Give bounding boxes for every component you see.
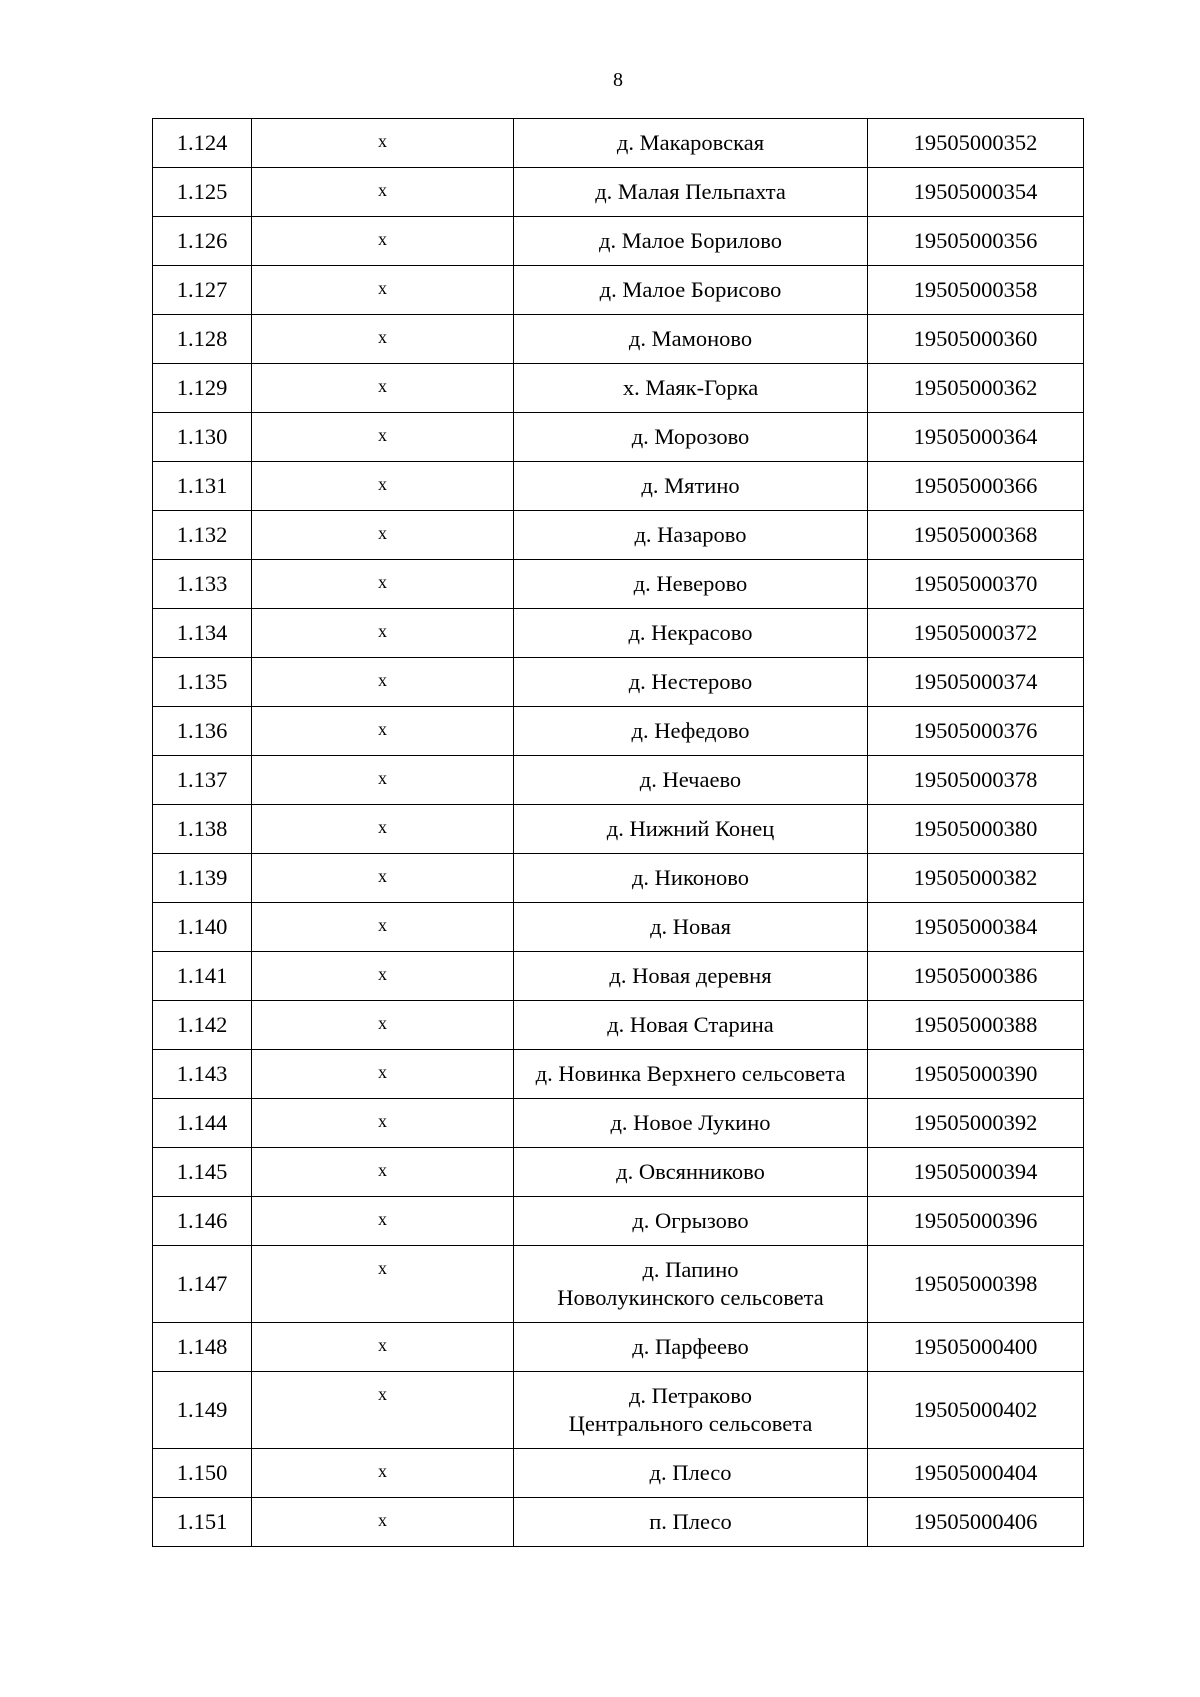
table-row [153,707,1084,756]
settlement-name-line: д. Малое Борисово [599,277,782,302]
settlement-name [514,1099,868,1148]
settlement-code: 19505000380 [868,805,1084,854]
settlement-name-line: д. Некрасово [628,620,753,645]
settlement-name-line: д. Назарово [634,522,747,547]
settlement-name-line: д. Малая Пельпахта [595,179,786,204]
settlement-code: 19505000392 [868,1099,1084,1148]
settlement-name-line: д. Огрызово [632,1208,749,1233]
settlement-name [514,805,868,854]
settlement-name-line: д. Нестерово [628,669,753,694]
table-row [153,609,1084,658]
row-mark: х [252,756,514,805]
settlement-code: 19505000382 [868,854,1084,903]
settlement-name [514,1197,868,1246]
table-row [153,1498,1084,1547]
settlement-code: 19505000404 [868,1449,1084,1498]
table-row [153,1001,1084,1050]
table-row [153,1148,1084,1197]
row-number: 1.144 [153,1099,252,1148]
row-number: 1.138 [153,805,252,854]
row-mark: х [252,1001,514,1050]
row-mark: х [252,1372,514,1449]
settlement-code: 19505000368 [868,511,1084,560]
table-row [153,413,1084,462]
settlement-name [514,1498,868,1547]
row-mark: х [252,707,514,756]
row-mark: х [252,1246,514,1323]
settlement-name-line: х. Маяк-Горка [622,375,759,400]
settlement-name [514,364,868,413]
settlement-code: 19505000398 [868,1246,1084,1323]
row-mark: х [252,1449,514,1498]
row-mark: х [252,805,514,854]
row-mark: х [252,952,514,1001]
settlement-code: 19505000402 [868,1372,1084,1449]
settlement-code: 19505000362 [868,364,1084,413]
table-row [153,560,1084,609]
row-number: 1.127 [153,266,252,315]
settlement-name [514,756,868,805]
table-row [153,511,1084,560]
settlement-name-line: д. Новая Старина [607,1012,774,1037]
settlement-name [514,707,868,756]
settlement-code: 19505000406 [868,1498,1084,1547]
settlement-name [514,952,868,1001]
table-row [153,1099,1084,1148]
row-number: 1.126 [153,217,252,266]
settlement-name [514,1372,868,1449]
table-row [153,364,1084,413]
settlement-name [514,1050,868,1099]
settlement-code: 19505000394 [868,1148,1084,1197]
row-number: 1.146 [153,1197,252,1246]
settlement-name-line: д. Плесо [649,1460,732,1485]
settlement-name [514,413,868,462]
settlement-name [514,266,868,315]
row-number: 1.150 [153,1449,252,1498]
table-row [153,1050,1084,1099]
settlement-name-line: д. Мятино [641,473,740,498]
table-row [153,119,1084,168]
settlement-code: 19505000384 [868,903,1084,952]
table-row [153,462,1084,511]
settlement-name [514,1246,868,1323]
table-row [153,805,1084,854]
row-number: 1.129 [153,364,252,413]
settlement-code: 19505000356 [868,217,1084,266]
table-row [153,658,1084,707]
table-row [153,217,1084,266]
settlement-name-line: д. Никоново [631,865,750,890]
row-number: 1.143 [153,1050,252,1099]
table-row [153,952,1084,1001]
settlement-name [514,854,868,903]
settlement-name-line: д. Новинка Верхнего сельсовета [535,1061,846,1086]
settlement-code: 19505000386 [868,952,1084,1001]
settlement-code: 19505000378 [868,756,1084,805]
row-number: 1.125 [153,168,252,217]
table-row [153,756,1084,805]
row-number: 1.142 [153,1001,252,1050]
settlement-code: 19505000358 [868,266,1084,315]
row-mark: х [252,168,514,217]
table-row [153,903,1084,952]
table-row [153,1372,1084,1449]
settlement-name-line: д. Папино [642,1257,739,1282]
settlement-name-line: д. Мамоново [628,326,753,351]
settlement-name-line: д. Макаровская [616,130,765,155]
settlement-name [514,462,868,511]
settlement-name-line: д. Новая деревня [609,963,772,988]
settlement-code: 19505000366 [868,462,1084,511]
row-mark: х [252,413,514,462]
settlement-code: 19505000400 [868,1323,1084,1372]
settlement-name-line: д. Неверово [633,571,748,596]
settlement-code: 19505000370 [868,560,1084,609]
settlement-table [152,118,1084,1547]
row-mark: х [252,364,514,413]
row-number: 1.141 [153,952,252,1001]
row-number: 1.136 [153,707,252,756]
table-row [153,1323,1084,1372]
table-row [153,1246,1084,1323]
settlement-name [514,168,868,217]
row-mark: х [252,1148,514,1197]
table-row [153,854,1084,903]
settlement-name-line: д. Овсянниково [616,1159,765,1184]
row-number: 1.128 [153,315,252,364]
row-number: 1.145 [153,1148,252,1197]
row-mark: х [252,266,514,315]
row-number: 1.137 [153,756,252,805]
table-row [153,1197,1084,1246]
table-row [153,266,1084,315]
row-number: 1.149 [153,1372,252,1449]
row-number: 1.139 [153,854,252,903]
settlement-name [514,658,868,707]
row-number: 1.135 [153,658,252,707]
settlement-code: 19505000360 [868,315,1084,364]
row-mark: х [252,854,514,903]
row-mark: х [252,511,514,560]
settlement-code: 19505000372 [868,609,1084,658]
row-mark: х [252,560,514,609]
row-mark: х [252,462,514,511]
settlement-code: 19505000390 [868,1050,1084,1099]
row-mark: х [252,1498,514,1547]
row-mark: х [252,903,514,952]
settlement-name [514,217,868,266]
row-number: 1.134 [153,609,252,658]
settlement-name [514,1323,868,1372]
settlement-code: 19505000376 [868,707,1084,756]
settlement-code: 19505000388 [868,1001,1084,1050]
settlement-name-line: д. Малое Борилово [599,228,782,253]
row-mark: х [252,1197,514,1246]
row-mark: х [252,315,514,364]
settlement-name-line: д. Нефедово [631,718,750,743]
settlement-name [514,1148,868,1197]
settlement-name [514,315,868,364]
row-mark: х [252,119,514,168]
row-number: 1.151 [153,1498,252,1547]
settlement-code: 19505000374 [868,658,1084,707]
settlement-code: 19505000364 [868,413,1084,462]
table-body [153,119,1084,1547]
settlement-code: 19505000354 [868,168,1084,217]
settlement-name-line: д. Морозово [631,424,750,449]
row-number: 1.140 [153,903,252,952]
row-mark: х [252,658,514,707]
table-row [153,1449,1084,1498]
settlement-name [514,1449,868,1498]
settlement-name-line: Центрального сельсовета [568,1411,813,1436]
settlement-name [514,1001,868,1050]
settlement-name [514,511,868,560]
row-number: 1.132 [153,511,252,560]
settlement-name-line: д. Новая [650,914,731,939]
settlement-name-line: д. Петраково [628,1383,753,1408]
row-number: 1.124 [153,119,252,168]
settlement-name [514,119,868,168]
settlement-name [514,609,868,658]
settlement-code: 19505000396 [868,1197,1084,1246]
table-row [153,168,1084,217]
settlement-code: 19505000352 [868,119,1084,168]
settlement-name [514,903,868,952]
table-row [153,315,1084,364]
row-mark: х [252,217,514,266]
settlement-name-line: Новолукинского сельсовета [557,1285,824,1310]
row-mark: х [252,1099,514,1148]
row-mark: х [252,609,514,658]
row-number: 1.130 [153,413,252,462]
row-number: 1.147 [153,1246,252,1323]
settlement-name-line: д. Нечаево [639,767,742,792]
row-number: 1.131 [153,462,252,511]
settlement-name-line: д. Парфеево [632,1334,749,1359]
settlement-name-line: д. Новое Лукино [610,1110,771,1135]
row-mark: х [252,1323,514,1372]
settlement-name-line: д. Нижний Конец [606,816,775,841]
row-number: 1.133 [153,560,252,609]
row-mark: х [252,1050,514,1099]
settlement-name [514,560,868,609]
row-number: 1.148 [153,1323,252,1372]
settlement-name-line: п. Плесо [649,1509,732,1534]
page-number: 8 [613,69,623,91]
